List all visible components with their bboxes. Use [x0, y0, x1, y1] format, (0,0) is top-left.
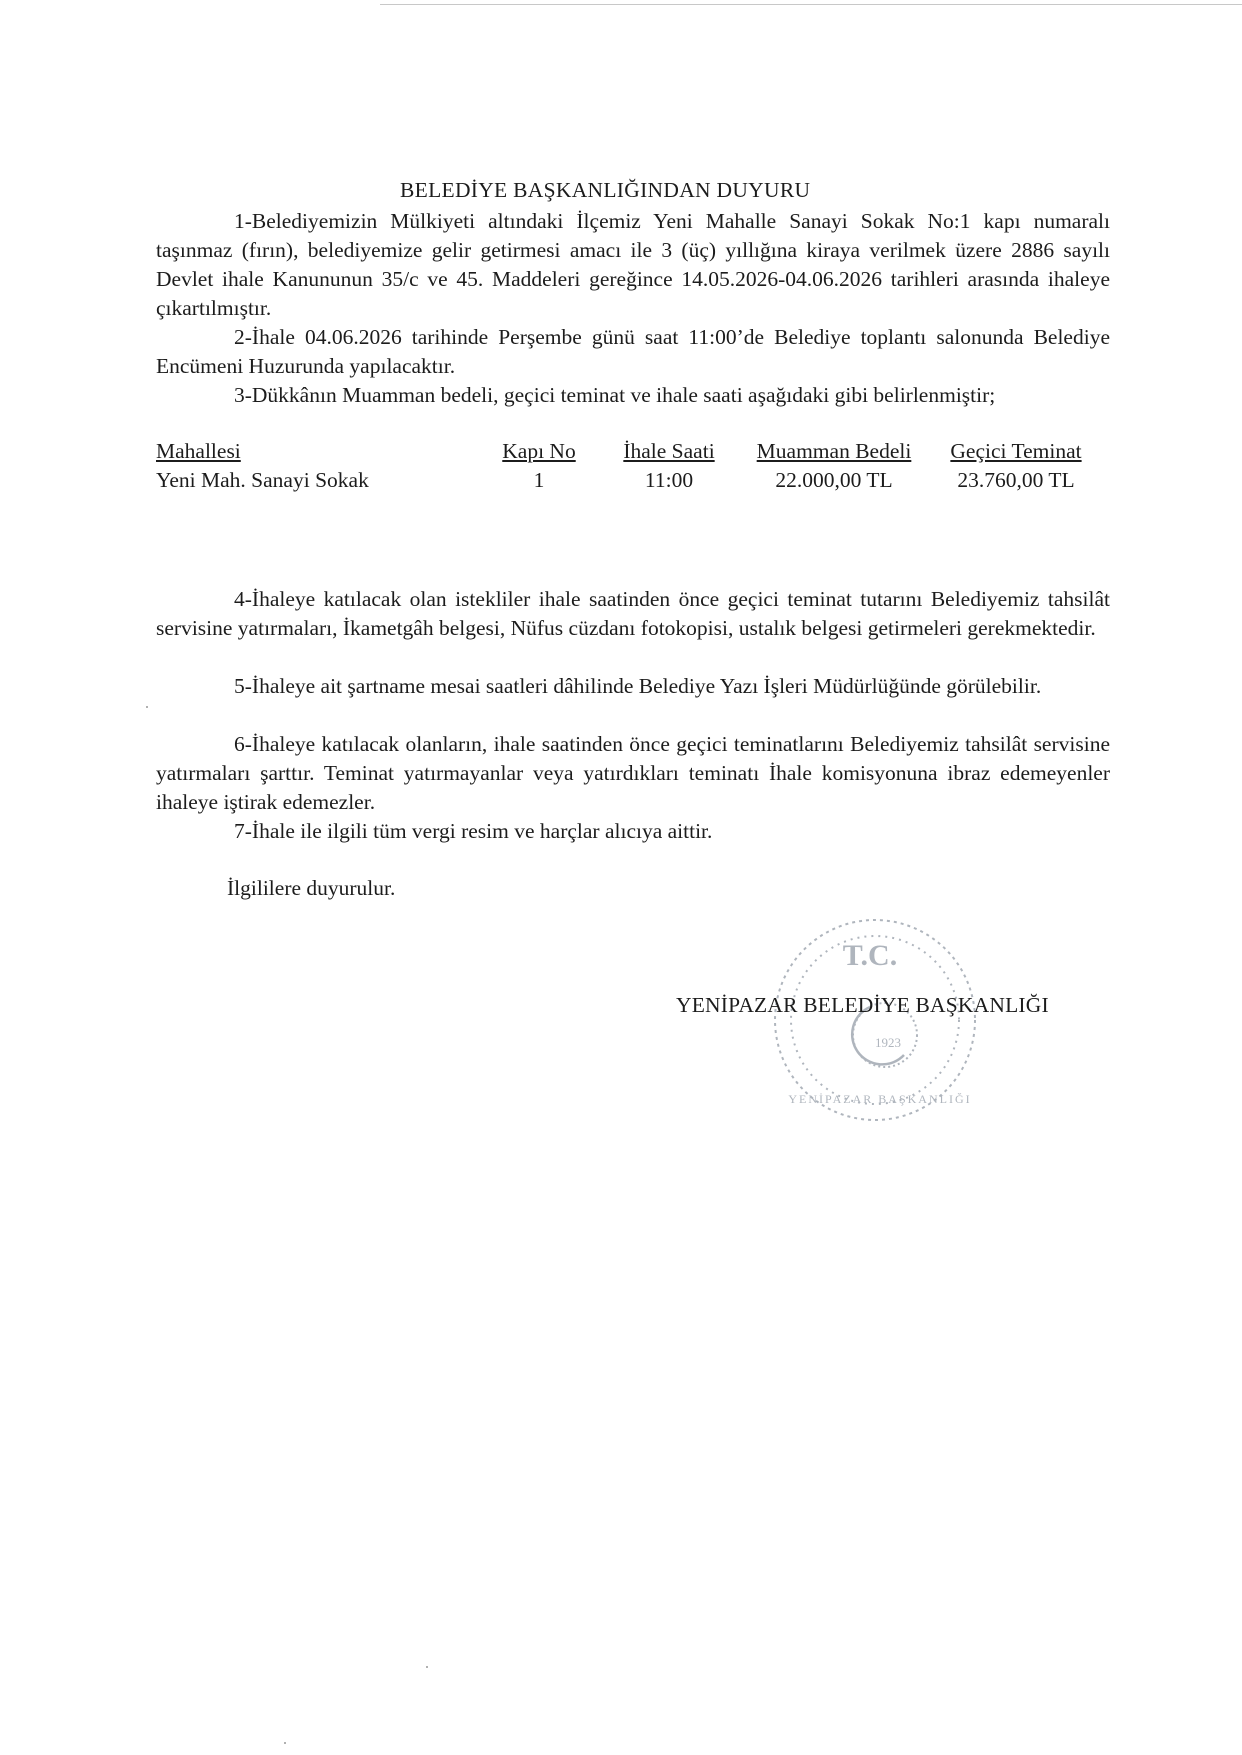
paragraph-6-text: 6-İhaleye katılacak olanların, ihale saatinden önce geçici teminatlarını Belediyemiz tahsilât servisine yatırmaları şarttır. Teminat yatırmayanlar veya yatırdıkları teminatı İhale komisyonuna ibraz edemeyenler ihaleye iştirak edemezler.: [156, 732, 1110, 814]
table-row: [156, 466, 1098, 495]
scan-speck: [426, 1666, 428, 1668]
paragraph-5: [156, 672, 1110, 701]
paragraph-1: [156, 207, 1110, 323]
header-muamman-bedeli: Muamman Bedeli: [756, 439, 912, 463]
paragraph-4-text: 4-İhaleye katılacak olan istekliler ihale saatinden önce geçici teminat tutarını Belediyemiz tahsilât servisine yatırmaları, İkametgâh belgesi, Nüfus cüzdanı fotokopisi, ustalık belgesi getirmeleri gerekmektedir.: [156, 587, 1110, 640]
cell-mahallesi: Yeni Mah. Sanayi Sokak: [156, 468, 369, 492]
tender-table: [156, 437, 1098, 495]
scan-edge-line: [380, 4, 1242, 5]
paragraph-5-text: 5-İhaleye ait şartname mesai saatleri dâhilinde Belediye Yazı İşleri Müdürlüğünde görülebilir.: [234, 674, 1042, 698]
official-seal-stamp: [770, 915, 980, 1125]
seal-year-text: 1923: [875, 1035, 901, 1050]
paragraph-1-text: 1-Belediyemizin Mülkiyeti altındaki İlçemiz Yeni Mahalle Sanayi Sokak No:1 kapı numaralı taşınmaz (fırın), belediyemize gelir getirmesi amacı ile 3 (üç) yıllığına kiraya verilmek üzere 2886 sayılı Devlet ihale Kanununun 35/c ve 45. Maddeleri gereğince 14.05.2026-04.06.2026 tarihleri arasında ihaleye çıkartılmıştır.: [156, 209, 1110, 320]
cell-gecici-teminat: 23.760,00 TL: [957, 468, 1075, 492]
seal-ring-text: YENİPAZAR BAŞKANLIĞI: [788, 1092, 972, 1106]
header-mahallesi: Mahallesi: [156, 439, 241, 463]
paragraph-7-text: 7-İhale ile ilgili tüm vergi resim ve harçlar alıcıya aittir.: [234, 819, 713, 843]
paragraph-2-text: 2-İhale 04.06.2026 tarihinde Perşembe günü saat 11:00’de Belediye toplantı salonunda Belediye Encümeni Huzurunda yapılacaktır.: [156, 325, 1110, 378]
scan-speck: [146, 706, 148, 708]
cell-kapi-no: 1: [533, 468, 545, 492]
cell-ihale-saati: 11:00: [644, 468, 694, 492]
paragraph-7: [156, 817, 1110, 846]
paragraph-2: [156, 323, 1110, 381]
header-gecici-teminat: Geçici Teminat: [950, 439, 1082, 463]
document-title: BELEDİYE BAŞKANLIĞINDAN DUYURU: [400, 178, 811, 202]
tender-table-header-row: [156, 437, 1098, 466]
paragraph-4: [156, 585, 1110, 643]
header-kapi-no: Kapı No: [502, 439, 576, 463]
signature-line: YENİPAZAR BELEDİYE BAŞKANLIĞI: [676, 993, 1049, 1017]
paragraph-6: [156, 730, 1110, 817]
header-ihale-saati: İhale Saati: [623, 439, 715, 463]
paragraph-3-text: 3-Dükkânın Muamman bedeli, geçici teminat ve ihale saati aşağıdaki gibi belirlenmiştir;: [234, 383, 996, 407]
seal-top-text: T.C.: [842, 939, 898, 972]
paragraph-3: [156, 381, 1110, 410]
cell-muamman-bedeli: 22.000,00 TL: [775, 468, 893, 492]
closing-line: İlgililere duyurulur.: [227, 876, 396, 900]
scan-speck: [284, 1742, 286, 1744]
